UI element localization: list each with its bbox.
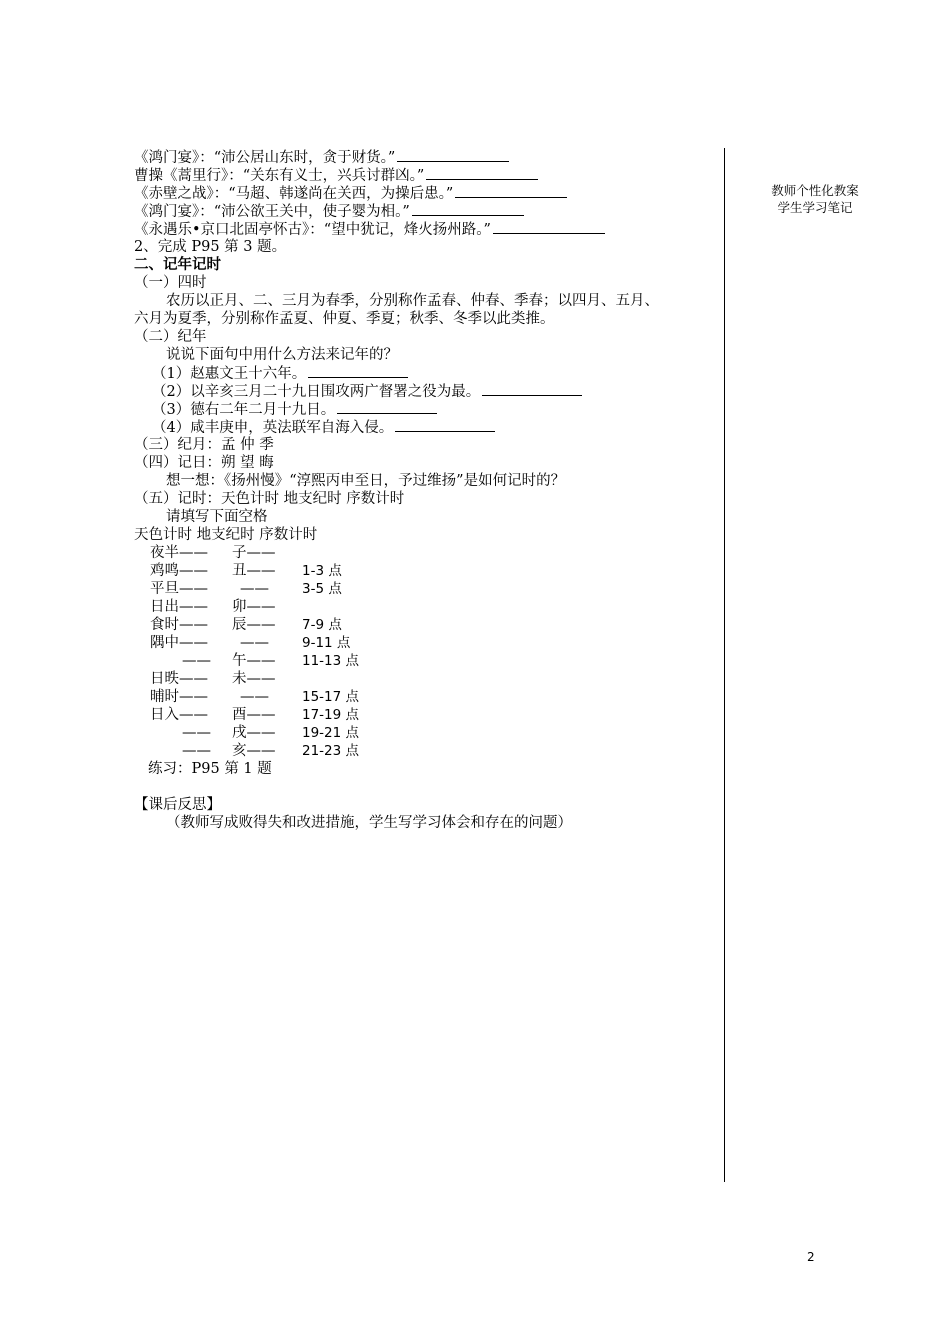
hour-range: 11-13 点 xyxy=(302,653,360,669)
time-row xyxy=(134,724,394,742)
branch-time: 酉—— xyxy=(232,707,276,723)
branch-time: —— xyxy=(240,689,269,705)
subsection-3-title: （三）纪月：孟 仲 季 xyxy=(134,437,274,453)
think-question: 想一想：《扬州慢》“淳熙丙申至日，予过维扬”是如何记时的？ xyxy=(166,473,566,489)
question-item: （2）以辛亥三月二十九日围攻两广督署之役为最。 xyxy=(152,382,582,400)
question-item: （4）咸丰庚申，英法联军自海入侵。 xyxy=(152,418,495,436)
time-row xyxy=(134,706,394,724)
sky-time: 日入—— xyxy=(150,707,208,723)
branch-time: 未—— xyxy=(232,671,276,687)
sidebar-line: 学生学习笔记 xyxy=(777,200,853,215)
column-divider xyxy=(724,148,725,1182)
time-row xyxy=(134,634,394,652)
answer-blank[interactable] xyxy=(412,202,524,216)
sky-time: —— xyxy=(182,743,211,759)
time-row xyxy=(134,670,394,688)
question-item: （3）德右二年二月十九日。 xyxy=(152,400,437,418)
answer-blank[interactable] xyxy=(308,364,408,378)
answer-blank[interactable] xyxy=(426,166,538,180)
sidebar-notes xyxy=(745,182,885,216)
task-2: 2、完成 P95 第 3 题。 xyxy=(134,239,287,255)
time-row xyxy=(134,652,394,670)
quote-line: 《永遇乐•京口北固亭怀古》：“望中犹记，烽火扬州路。” xyxy=(134,220,605,238)
sky-time: 隅中—— xyxy=(150,635,208,651)
time-table-header: 天色计时 地支纪时 序数计时 xyxy=(134,527,318,543)
time-row xyxy=(134,742,394,760)
answer-blank[interactable] xyxy=(397,148,509,162)
answer-blank[interactable] xyxy=(482,382,582,396)
time-row xyxy=(134,562,394,580)
hour-range: 3-5 点 xyxy=(302,581,342,597)
time-row xyxy=(134,544,394,562)
sky-time: 平旦—— xyxy=(150,581,208,597)
quote-line: 《鸿门宴》：“沛公居山东时，贪于财货。” xyxy=(134,148,509,166)
practice: 练习：P95 第 1 题 xyxy=(148,761,272,777)
branch-time: 卯—— xyxy=(232,599,276,615)
branch-time: —— xyxy=(240,635,269,651)
sky-time: —— xyxy=(182,653,211,669)
quote-line: 《赤壁之战》：“马超、韩遂尚在关西，为操后患。” xyxy=(134,184,567,202)
hour-range: 15-17 点 xyxy=(302,689,360,705)
paragraph-line: 农历以正月、二、三月为春季，分别称作孟春、仲春、季春；以四月、五月、 xyxy=(166,293,659,309)
hour-range: 19-21 点 xyxy=(302,725,360,741)
branch-time: 亥—— xyxy=(232,743,276,759)
sky-time: 鸡鸣—— xyxy=(150,563,208,579)
quote-line: 《鸿门宴》：“沛公欲王关中，使子婴为相。” xyxy=(134,202,524,220)
sky-time: 日昳—— xyxy=(150,671,208,687)
subsection-4-title: （四）记日：朔 望 晦 xyxy=(134,455,274,471)
question: 说说下面句中用什么方法来记年的？ xyxy=(166,347,398,363)
sky-time: 夜半—— xyxy=(150,545,208,561)
hour-range: 7-9 点 xyxy=(302,617,342,633)
branch-time: 戌—— xyxy=(232,725,276,741)
branch-time: 子—— xyxy=(232,545,276,561)
paragraph-line: 六月为夏季，分别称作孟夏、仲夏、季夏；秋季、冬季以此类推。 xyxy=(134,311,555,327)
branch-time: 丑—— xyxy=(232,563,276,579)
branch-time: 辰—— xyxy=(232,617,276,633)
hour-range: 9-11 点 xyxy=(302,635,351,651)
subsection-2-title: （二）纪年 xyxy=(134,329,207,345)
reflection-title: 【课后反思】 xyxy=(134,797,221,813)
question-item: （1）赵惠文王十六年。 xyxy=(152,364,408,382)
instruction: 请填写下面空格 xyxy=(166,509,268,525)
hour-range: 17-19 点 xyxy=(302,707,360,723)
reflection-text: （教师写成败得失和改进措施，学生写学习体会和存在的问题） xyxy=(166,815,572,831)
hour-range: 21-23 点 xyxy=(302,743,360,759)
subsection-1-title: （一）四时 xyxy=(134,275,207,291)
sky-time: —— xyxy=(182,725,211,741)
section-2-title: 二、记年记时 xyxy=(134,256,221,273)
sky-time: 食时—— xyxy=(150,617,208,633)
answer-blank[interactable] xyxy=(337,400,437,414)
sky-time: 日出—— xyxy=(150,599,208,615)
page-number: 2 xyxy=(807,1250,815,1264)
branch-time: —— xyxy=(240,581,269,597)
sidebar-line: 教师个性化教案 xyxy=(771,183,859,198)
hour-range: 1-3 点 xyxy=(302,563,342,579)
answer-blank[interactable] xyxy=(395,418,495,432)
answer-blank[interactable] xyxy=(455,184,567,198)
time-row xyxy=(134,616,394,634)
sky-time: 晡时—— xyxy=(150,689,208,705)
time-row xyxy=(134,598,394,616)
time-row xyxy=(134,580,394,598)
quote-line: 曹操《蒿里行》：“关东有义士，兴兵讨群凶。” xyxy=(134,166,538,184)
branch-time: 午—— xyxy=(232,653,276,669)
answer-blank[interactable] xyxy=(493,220,605,234)
time-row xyxy=(134,688,394,706)
subsection-5-title: （五）记时：天色计时 地支纪时 序数计时 xyxy=(134,491,405,507)
